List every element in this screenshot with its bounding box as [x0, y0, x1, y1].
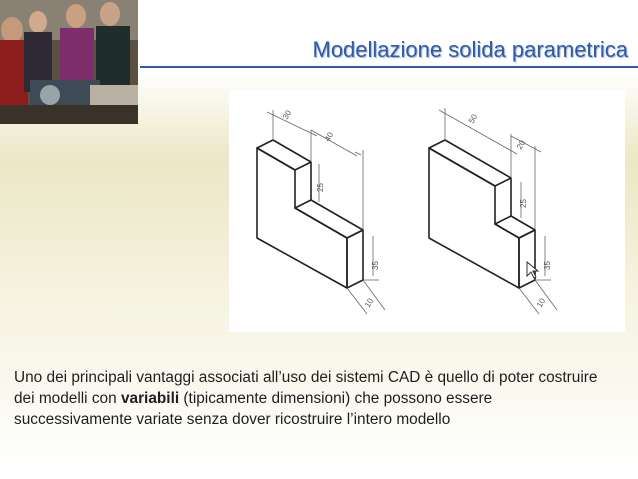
body-text-bold: variabili — [120, 390, 180, 407]
left-dim-5: 10 — [362, 296, 376, 309]
right-dim-2: 20 — [514, 138, 528, 151]
left-dim-4: 35 — [371, 261, 380, 270]
right-dim-4: 35 — [543, 261, 552, 270]
slide-title: Modellazione solida parametrica — [312, 37, 628, 62]
right-dim-5: 10 — [534, 296, 548, 309]
body-text-part1: Uno dei principali vantaggi associati all’uso dei sistemi CAD è quello di poter costruire dei modelli con — [14, 369, 598, 407]
body-paragraph — [14, 367, 604, 430]
cad-drawing — [229, 90, 625, 332]
title-underline — [140, 66, 638, 68]
cursor-icon — [527, 262, 538, 278]
left-dim-3: 25 — [316, 183, 325, 192]
right-model — [429, 140, 535, 288]
students-photo-illustration — [0, 0, 138, 124]
left-dim-1: 30 — [280, 108, 294, 121]
left-dim-2: 40 — [322, 130, 336, 143]
isometric-models-svg — [229, 90, 625, 332]
header-photo — [0, 0, 138, 124]
left-model — [257, 140, 363, 288]
right-dim-1: 50 — [466, 112, 480, 125]
right-dim-3: 25 — [519, 199, 528, 208]
body-text-part2: (tipicamente dimensioni) che possono essere successivamente variate senza dover ricostruire l’intero modello — [14, 390, 493, 428]
